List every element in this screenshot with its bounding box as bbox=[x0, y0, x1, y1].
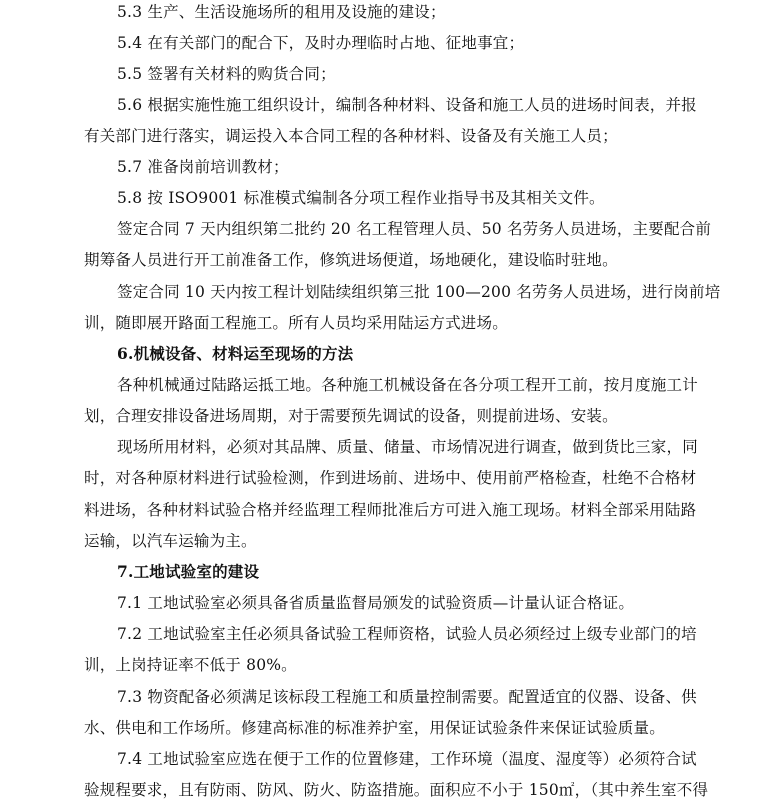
text-line: 5.3 生产、生活设施场所的租用及设施的建设； bbox=[117, 3, 446, 21]
text-line: 签定合同 7 天内组织第二批约 20 名工程管理人员、50 名劳务人员进场，主要配合前 bbox=[117, 220, 712, 238]
text-line: 期筹备人员进行开工前准备工作，修筑进场便道，场地硬化，建设临时驻地。 bbox=[84, 251, 618, 269]
text-line: 5.8 按 ISO9001 标准模式编制各分项工程作业指导书及其相关文件。 bbox=[117, 189, 605, 207]
text-line: 运输，以汽车运输为主。 bbox=[84, 532, 257, 550]
text-line: 训，上岗持证率不低于 80%。 bbox=[84, 656, 297, 674]
text-line: 7.2 工地试验室主任必须具备试验工程师资格，试验人员必须经过上级专业部门的培 bbox=[117, 625, 697, 643]
text-line: 5.5 签署有关材料的购货合同； bbox=[117, 65, 336, 83]
text-line: 训，随即展开路面工程施工。所有人员均采用陆运方式进场。 bbox=[84, 314, 508, 332]
text-line: 料进场，各种材料试验合格并经监理工程师批准后方可进入施工现场。材料全部采用陆路 bbox=[84, 501, 697, 519]
section-heading: 7.工地试验室的建设 bbox=[117, 562, 260, 581]
text-line: 7.4 工地试验室应选在便于工作的位置修建，工作环境（温度、湿度等）必须符合试 bbox=[117, 750, 697, 768]
text-line: 签定合同 10 天内按工程计划陆续组织第三批 100—200 名劳务人员进场，进行岗前培 bbox=[117, 283, 721, 301]
text-line: 验规程要求，且有防雨、防风、防火、防盗措施。面积应不小于 150㎡，（其中养生室不得 bbox=[84, 781, 709, 799]
text-line: 7.1 工地试验室必须具备省质量监督局颁发的试验资质—计量认证合格证。 bbox=[117, 594, 635, 612]
text-line: 有关部门进行落实，调运投入本合同工程的各种材料、设备及有关施工人员； bbox=[84, 127, 618, 145]
section-heading: 6.机械设备、材料运至现场的方法 bbox=[117, 344, 354, 363]
text-line: 现场所用材料，必须对其品牌、质量、储量、市场情况进行调查，做到货比三家，同 bbox=[117, 438, 698, 456]
text-line: 5.4 在有关部门的配合下，及时办理临时占地、征地事宜； bbox=[117, 34, 525, 52]
text-line: 各种机械通过陆路运抵工地。各种施工机械设备在各分项工程开工前，按月度施工计 bbox=[117, 376, 698, 394]
text-line: 5.6 根据实施性施工组织设计，编制各种材料、设备和施工人员的进场时间表，并报 bbox=[117, 96, 697, 114]
text-line: 水、供电和工作场所。修建高标准的标准养护室，用保证试验条件来保证试验质量。 bbox=[84, 719, 665, 737]
text-line: 划，合理安排设备进场周期，对于需要预先调试的设备，则提前进场、安装。 bbox=[84, 407, 618, 425]
text-line: 时，对各种原材料进行试验检测，作到进场前、进场中、使用前严格检查，杜绝不合格材 bbox=[84, 469, 697, 487]
text-line: 7.3 物资配备必须满足该标段工程施工和质量控制需要。配置适宜的仪器、设备、供 bbox=[117, 688, 697, 706]
text-line: 5.7 准备岗前培训教材； bbox=[117, 158, 289, 176]
